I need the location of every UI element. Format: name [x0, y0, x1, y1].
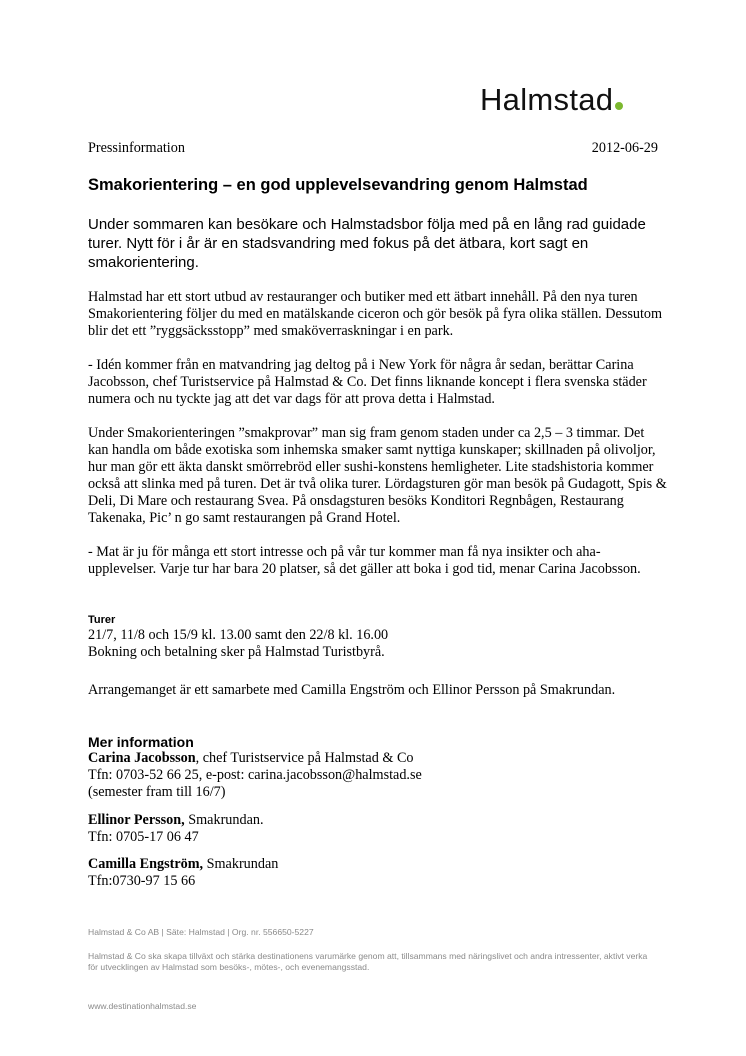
- contact-name: Camilla Engström,: [88, 856, 204, 872]
- halmstad-logo: [480, 82, 623, 118]
- contact-phone: Tfn: 0705-17 06 47: [88, 829, 199, 845]
- logo-text: Halmstad: [480, 82, 614, 117]
- contact-1: [88, 750, 668, 801]
- contact-role: , chef Turistservice på Halmstad & Co: [195, 750, 414, 766]
- footer-company: Halmstad & Co AB | Säte: Halmstad | Org. nr. 556650-5227: [88, 927, 314, 937]
- tours-booking: Bokning och betalning sker på Halmstad Turistbyrå.: [88, 644, 385, 660]
- tours-dates: 21/7, 11/8 och 15/9 kl. 13.00 samt den 22/8 kl. 16.00: [88, 627, 389, 643]
- body-paragraph-4: - Mat är ju för många ett stort intresse och på vår tur kommer man få nya insikter och aha-upplevelser. Varje tur har bara 20 platser, så det gäller att boka i god tid, menar Carina Jacobsson.: [88, 544, 641, 577]
- body-paragraph-3: Under Smakorienteringen ”smakprovar” man sig fram genom staden under ca 2,5 – 3 timmar. Det kan handla om både exotiska som inhemska smaker samt nyttiga kunskaper; skillnaden på olivoljor, hur man gör ett äkta danskt smörrebröd eller sushi-konstens hemligheter. Lite stadshistoria kommer också att slinka med på turen. Det är två olika turer. Lördagsturen gör man besök på Gudagott, Spis & Deli, Di Mare och restaurang Svea. På onsdagsturen besöks Konditori Regnbågen, Restaurang Takenaka, Pic’ n go samt restaurangen på Grand Hotel.: [88, 425, 667, 526]
- footer-url: www.destinationhalmstad.se: [88, 1001, 197, 1011]
- contact-phone-email: Tfn: 0703-52 66 25, e-post: carina.jacobsson@halmstad.se: [88, 767, 422, 783]
- footer-mission: Halmstad & Co ska skapa tillväxt och stärka destinationens varumärke genom att, tillsammans med näringslivet och andra intressenter, aktivt verka för utvecklingen av Halmstad som besöks-, mötes-, och evenemangsstad.: [88, 951, 648, 972]
- contact-note: (semester fram till 16/7): [88, 784, 226, 800]
- contact-role: Smakrundan: [203, 856, 279, 872]
- page-title: Smakorientering – en god upplevelsevandring genom Halmstad: [88, 176, 588, 194]
- logo-dot-icon: [615, 102, 623, 110]
- press-date: 2012-06-29: [591, 140, 658, 156]
- contact-2: [88, 812, 668, 846]
- contact-3: [88, 856, 668, 890]
- arrangement-text: Arrangemanget är ett samarbete med Camilla Engström och Ellinor Persson på Smakrundan.: [88, 682, 616, 698]
- tours-section: [88, 614, 668, 661]
- lead-paragraph: Under sommaren kan besökare och Halmstadsbor följa med på en lång rad guidade turer. Nytt för i år är en stadsvandring med fokus på det ätbara, kort sagt en smakorientering.: [88, 216, 646, 271]
- contact-name: Carina Jacobsson: [88, 750, 196, 766]
- contact-phone: Tfn:0730-97 15 66: [88, 873, 196, 889]
- more-info-heading: Mer information: [88, 734, 194, 750]
- body-paragraph-1: Halmstad har ett stort utbud av restauranger och butiker med ett ätbart innehåll. På den nya turen Smakorientering följer du med en matälskande ciceron och gör besök på fyra olika ställen. Dessutom blir det ett ”ryggsäcksstopp” med smaköverraskningar i en park.: [88, 289, 663, 339]
- press-label: Pressinformation: [88, 140, 185, 156]
- tours-heading: Turer: [88, 614, 116, 626]
- more-info-section: [88, 734, 668, 801]
- body-paragraph-2: - Idén kommer från en matvandring jag deltog på i New York för några år sedan, berättar Carina Jacobsson, chef Turistservice på Halmstad & Co. Det finns liknande koncept i flera svenska städer numera och nu tyckte jag att det var dags för att prova detta i Halmstad.: [88, 357, 647, 407]
- contact-name: Ellinor Persson,: [88, 812, 185, 828]
- contact-role: Smakrundan.: [184, 812, 264, 828]
